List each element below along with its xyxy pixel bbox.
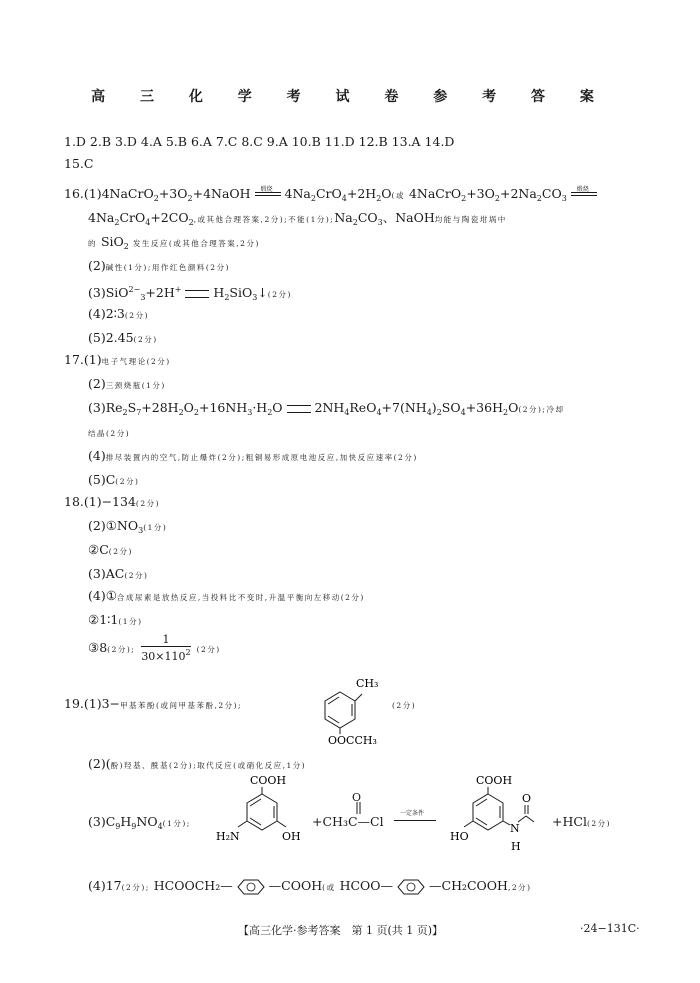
q16-line-1: $16.(1)4NaCrO_2+3O_2+4NaOH$ 煅烧 $4Na_2CrO_4+2H_2O$(或 $4NaCrO_2+3O_2+2Na_2CO_3$ 煅烧 bbox=[64, 186, 597, 207]
q18-line-4: (3)AC(2分) bbox=[88, 566, 149, 581]
q18-line-2: $(2)①NO_3(1$分) bbox=[88, 518, 168, 535]
footer-page-info: 【高三化学·参考答案 第 1 页(共 1 页)】 bbox=[238, 924, 444, 937]
svg-text:CH₃: CH₃ bbox=[356, 677, 379, 690]
q16-line-6: (4)2∶3(2分) bbox=[88, 306, 149, 321]
acetyl-chloride: +CH₃C—Cl bbox=[312, 814, 384, 829]
svg-text:COOH: COOH bbox=[476, 774, 513, 787]
svg-text:O: O bbox=[522, 792, 532, 805]
svg-text:HO: HO bbox=[450, 830, 469, 843]
carbonyl-double-bond bbox=[352, 800, 366, 816]
q18-line-1: 18.(1)−134(2分) bbox=[64, 494, 161, 509]
q16-line-7: (5)2.45(2分) bbox=[88, 330, 158, 345]
equals-arrow bbox=[185, 290, 209, 298]
acetamidohydroxybenzoic-acid-structure bbox=[448, 772, 548, 864]
q18-line-5: (4)①合成尿素是放热反应,当投料比不变时,升温平衡向左移动(2分) bbox=[88, 588, 365, 603]
q17-line-4: 结晶(2分) bbox=[88, 429, 131, 438]
svg-text:H: H bbox=[511, 840, 521, 853]
q19-struct1-score: (2分) bbox=[392, 701, 417, 710]
q17-line-2: (2)三颈烧瓶(1分) bbox=[88, 376, 166, 391]
calcination-arrow: 煅烧 bbox=[255, 188, 281, 202]
q19-line-4: (4)17(2分); HCOOCH₂— —COOH(或 HCOO— —CH₂COOH,2分) bbox=[88, 878, 532, 893]
svg-text:OOCCH₃: OOCCH₃ bbox=[328, 734, 377, 747]
reaction-arrow: 一定条件 bbox=[394, 808, 436, 825]
page-title: 高 三 化 学 考 试 卷 参 考 答 案 bbox=[91, 89, 609, 105]
benzene-ring-2 bbox=[397, 879, 425, 895]
svg-text:COOH: COOH bbox=[250, 774, 287, 787]
q18-line-7: ③8(2分); $\frac{1}{30\times 110^2}$ (2分) bbox=[88, 633, 221, 663]
hcl-product: +HCl(2分) bbox=[552, 814, 612, 829]
acetyl-carbonyl-o: O bbox=[352, 791, 362, 804]
calcination-arrow-2: 煅烧 bbox=[571, 188, 597, 202]
q16-line-5: (3)SiO$^{2-}_3$+2H+ $H_2SiO_3↓(2$分) bbox=[88, 285, 292, 302]
q16-line-3: 的 SiO$_2$ 发生反应(或其他合理答案,2分) bbox=[88, 234, 260, 251]
q17-line-6: (5)C(2分) bbox=[88, 472, 140, 487]
q17-line-5: (4)排尽装置内的空气,防止爆炸(2分);粗铜易形成原电池反应,加快反应速率(2分) bbox=[88, 448, 418, 463]
mc-answers-line-1: 1.D 2.B 3.D 4.A 5.B 6.A 7.C 8.C 9.A 10.B 11.D 12.B 13.A 14.D bbox=[64, 134, 455, 149]
m-cresyl-acetate-structure bbox=[300, 670, 400, 750]
mc-answers-line-2: 15.C bbox=[64, 156, 94, 171]
svg-text:N: N bbox=[510, 822, 520, 835]
q17-line-1: 17.(1)电子气理论(2分) bbox=[64, 352, 171, 367]
svg-text:H₂N: H₂N bbox=[216, 830, 240, 843]
q19-line-1: 19.(1)3−甲基苯酚(或间甲基苯酚,2分); bbox=[64, 696, 243, 711]
equals-arrow bbox=[287, 405, 311, 413]
fraction: $\frac{1}{30\times 110^2}$ bbox=[141, 633, 191, 663]
q18-line-6: ②1∶1(1分) bbox=[88, 612, 143, 627]
q18-line-3: ②C(2分) bbox=[88, 542, 133, 557]
q19-line-2: (2)(酚)羟基、酰基(2分);取代反应(或硝化反应,1分) bbox=[88, 756, 307, 771]
benzene-ring-1 bbox=[237, 879, 265, 895]
q16-line-4: (2)碱性(1分);用作红色颜料(2分) bbox=[88, 258, 230, 273]
q17-line-3: $(3)Re_2S_7+28H_2O_2+16NH_3\cdot H_2O$ $2NH_4ReO_4+7(NH_4)_2SO_4+36H_2O(2$分);冷却 bbox=[88, 400, 565, 417]
aminohydroxybenzoic-acid-structure bbox=[210, 772, 310, 856]
q16-line-2: $4Na_2CrO_4+2CO_2$,或其他合理答案,2分);不能(1分)$;Na_2CO_3$、NaOH均能与陶瓷坩埚中 bbox=[88, 210, 507, 227]
svg-text:OH: OH bbox=[282, 830, 301, 843]
footer-code: ·24−131C· bbox=[580, 922, 640, 935]
q19-line-3: $(3)C_9H_9NO_4(1$分); bbox=[88, 814, 191, 831]
